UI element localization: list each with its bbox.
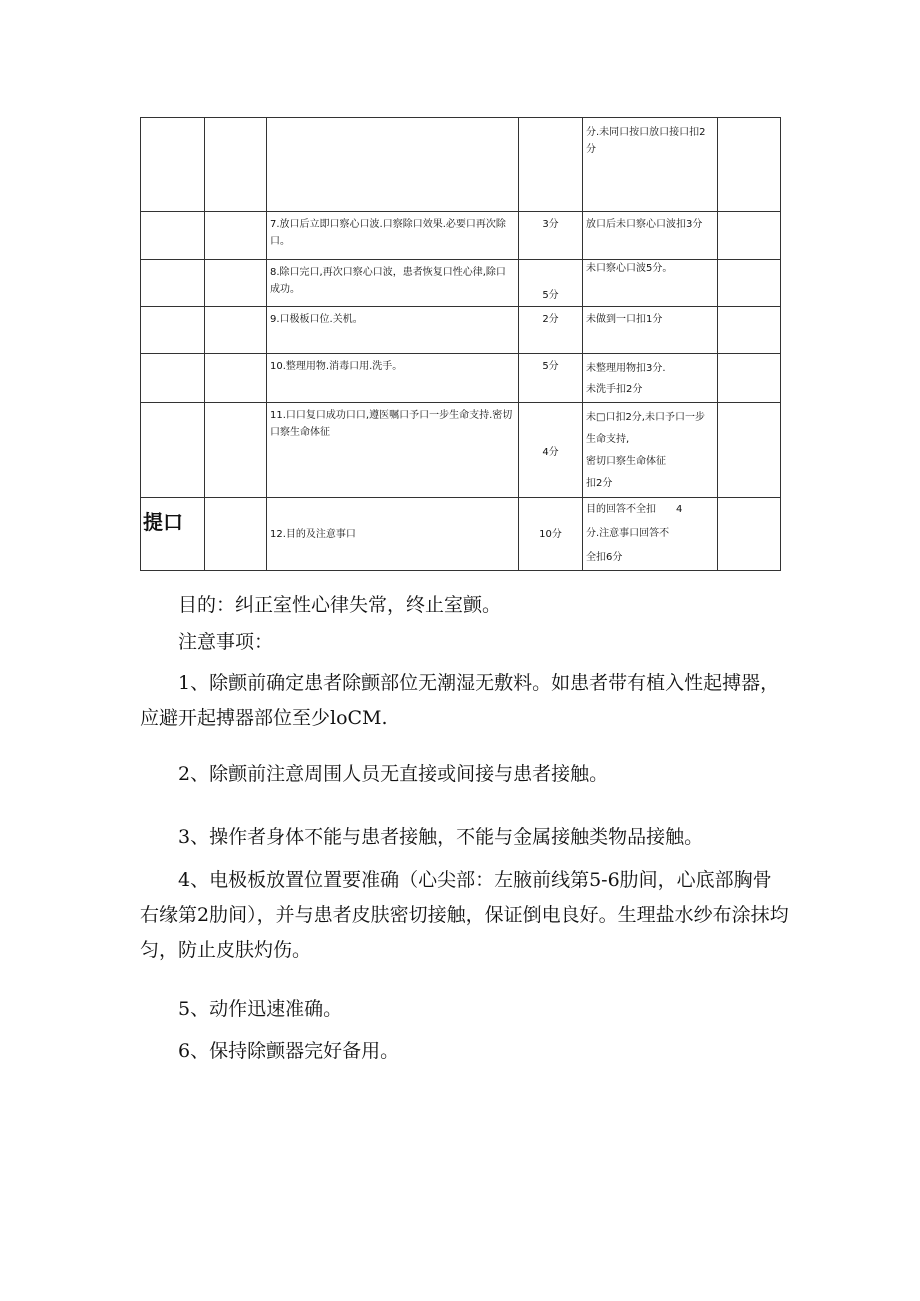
content-cell: 10.整理用物.消毒口用.洗手。 — [267, 354, 519, 403]
deduction-cell: 未整理用物扣3分. 未洗手扣2分 — [583, 354, 718, 403]
remark-cell — [718, 212, 781, 260]
remark-cell — [718, 260, 781, 307]
sub-category-cell — [205, 403, 267, 498]
category-cell — [141, 260, 205, 307]
deduction-cell: 未做到一口扣1分 — [583, 307, 718, 354]
deduction-cell: 未□口扣2分,未口予口一步生命支持, 密切口察生命体征 扣2分 — [583, 403, 718, 498]
table-row — [141, 354, 781, 403]
category-cell — [141, 354, 205, 403]
note-item-2: 2、除颤前注意周围人员无直接或间接与患者接触。 — [178, 763, 609, 785]
sub-category-cell — [205, 307, 267, 354]
score-cell: 2分 — [519, 307, 583, 354]
note-item-5: 5、动作迅速准确。 — [178, 998, 343, 1020]
category-cell — [141, 307, 205, 354]
table-row — [141, 118, 781, 212]
note-item-1: 1、除颤前确定患者除颤部位无潮湿无敷料。如患者带有植入性起搏器，应避开起搏器部位至少loCM. — [140, 672, 780, 729]
remark-cell — [718, 403, 781, 498]
remark-cell — [718, 118, 781, 212]
content-cell — [267, 118, 519, 212]
deduction-cell: 未口察心口波5分。 — [583, 260, 718, 307]
deduction-cell: 分.未同口按口放口接口扣2分 — [583, 118, 718, 212]
remark-cell — [718, 307, 781, 354]
sub-category-cell — [205, 260, 267, 307]
score-cell: 3分 — [519, 212, 583, 260]
table-row — [141, 403, 781, 498]
table-row — [141, 260, 781, 307]
score-cell: 5分 — [519, 260, 583, 307]
table-row — [141, 212, 781, 260]
score-cell: 10分 — [519, 498, 583, 571]
table-row — [141, 307, 781, 354]
content-cell: 12.目的及注意事口 — [267, 498, 519, 571]
remark-cell — [718, 498, 781, 571]
content-cell: 11.口口复口成功口口,遵医嘱口予口一步生命支持.密切口察生命体征 — [267, 403, 519, 498]
category-cell — [141, 118, 205, 212]
sub-category-cell — [205, 354, 267, 403]
score-cell — [519, 118, 583, 212]
deduction-cell: 目的回答不全扣 4 分.注意事口回答不 全扣6分 — [583, 498, 718, 571]
category-cell — [141, 212, 205, 260]
category-cell — [141, 403, 205, 498]
table-row — [141, 498, 781, 571]
remark-cell — [718, 354, 781, 403]
note-item-3: 3、操作者身体不能与患者接触，不能与金属接触类物品接触。 — [178, 826, 704, 848]
sub-category-cell — [205, 498, 267, 571]
note-item-4: 4、电极板放置位置要准确（心尖部：左腋前线第5-6肋间，心底部胸骨右缘第2肋间），并与患者皮肤密切接触，保证倒电良好。生理盐水纱布涂抹均匀，防止皮肤灼伤。 — [140, 869, 789, 961]
sub-category-cell — [205, 212, 267, 260]
note-item-6: 6、保持除颤器完好备用。 — [178, 1040, 400, 1062]
score-cell: 4分 — [519, 403, 583, 498]
sub-category-cell — [205, 118, 267, 212]
deduction-cell: 放口后未口察心口波扣3分 — [583, 212, 718, 260]
content-cell: 9.口极板口位.关机。 — [267, 307, 519, 354]
category-cell: 提口 — [141, 498, 205, 571]
purpose-text: 目的：纠正室性心律失常，终止室颤。 — [178, 594, 502, 616]
notes-heading: 注意事项： — [178, 631, 274, 653]
content-cell: 8.除口完口,再次口察心口波，患者恢复口性心律,除口成功。 — [267, 260, 519, 307]
scoring-table — [140, 117, 781, 571]
content-cell: 7.放口后立即口察心口波.口察除口效果.必要口再次除口。 — [267, 212, 519, 260]
score-cell: 5分 — [519, 354, 583, 403]
